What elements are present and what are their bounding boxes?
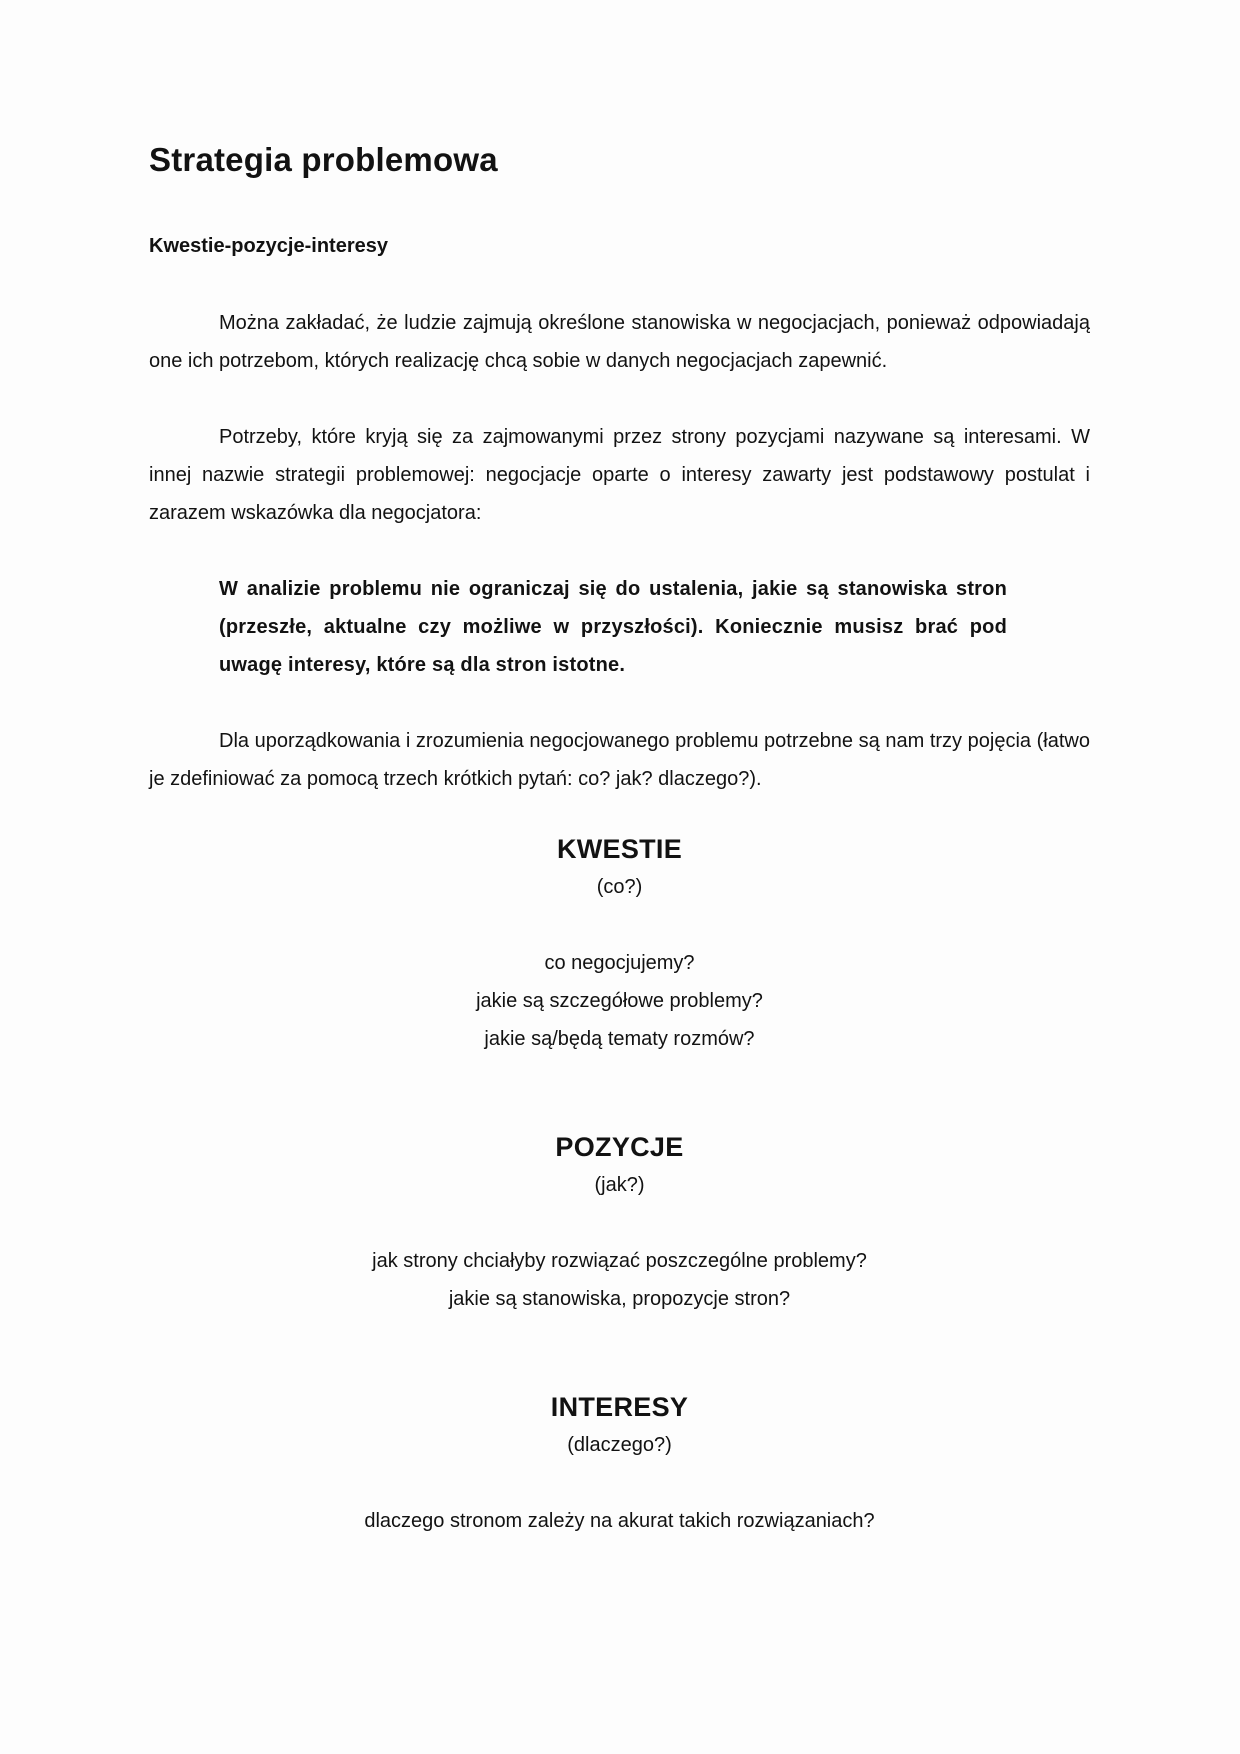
paragraph-three-concepts: Dla uporządkowania i zrozumienia negocjowanego problemu potrzebne są nam trzy pojęcia (łatwo je zdefiniować za pomocą trzech krótkich pytań: co? jak? dlaczego?).: [149, 730, 1090, 790]
concept-questions-interesy: [149, 1502, 1090, 1540]
concept-section-interesy: [149, 1388, 1090, 1540]
concept-question-word-jak: (jak?): [594, 1174, 645, 1196]
question-line: jakie są szczegółowe problemy?: [476, 990, 763, 1012]
concept-question-word-co: (co?): [596, 876, 643, 898]
concept-section-kwestie: [149, 830, 1090, 1058]
concept-questions-pozycje: [149, 1242, 1090, 1318]
concept-heading-interesy: INTERESY: [550, 1392, 689, 1422]
page-title: Strategia problemowa: [149, 141, 498, 178]
paragraph-needs-interests: Potrzeby, które kryją się za zajmowanymi przez strony pozycjami nazywane są interesami. W innej nazwie strategii problemowej: negocjacje oparte o interesy zawarty jest podstawowy postulat i zarazem wskazówka dla negocjatora:: [149, 426, 1090, 524]
question-line: dlaczego stronom zależy na akurat takich rozwiązaniach?: [364, 1510, 875, 1532]
negotiator-guideline-quote: W analizie problemu nie ograniczaj się do ustalenia, jakie są stanowiska stron (przeszłe, aktualne czy możliwe w przyszłości). Koniecznie musisz brać pod uwagę interesy, które są dla stron istotne.: [219, 578, 1007, 676]
question-line: jak strony chciałyby rozwiązać poszczególne problemy?: [372, 1250, 867, 1272]
section-subheading: Kwestie-pozycje-interesy: [149, 235, 388, 257]
question-line: co negocjujemy?: [544, 952, 695, 974]
question-line: jakie są/będą tematy rozmów?: [484, 1028, 755, 1050]
question-line: jakie są stanowiska, propozycje stron?: [448, 1288, 791, 1310]
concept-question-word-dlaczego: (dlaczego?): [567, 1434, 672, 1456]
concept-heading-pozycje: POZYCJE: [555, 1132, 684, 1162]
paragraph-intro-positions: Można zakładać, że ludzie zajmują określone stanowiska w negocjacjach, ponieważ odpowiadają one ich potrzebom, których realizację chcą sobie w danych negocjacjach zapewnić.: [149, 312, 1090, 372]
concept-section-pozycje: [149, 1128, 1090, 1318]
concept-heading-kwestie: KWESTIE: [556, 834, 683, 864]
concept-questions-kwestie: [149, 944, 1090, 1058]
